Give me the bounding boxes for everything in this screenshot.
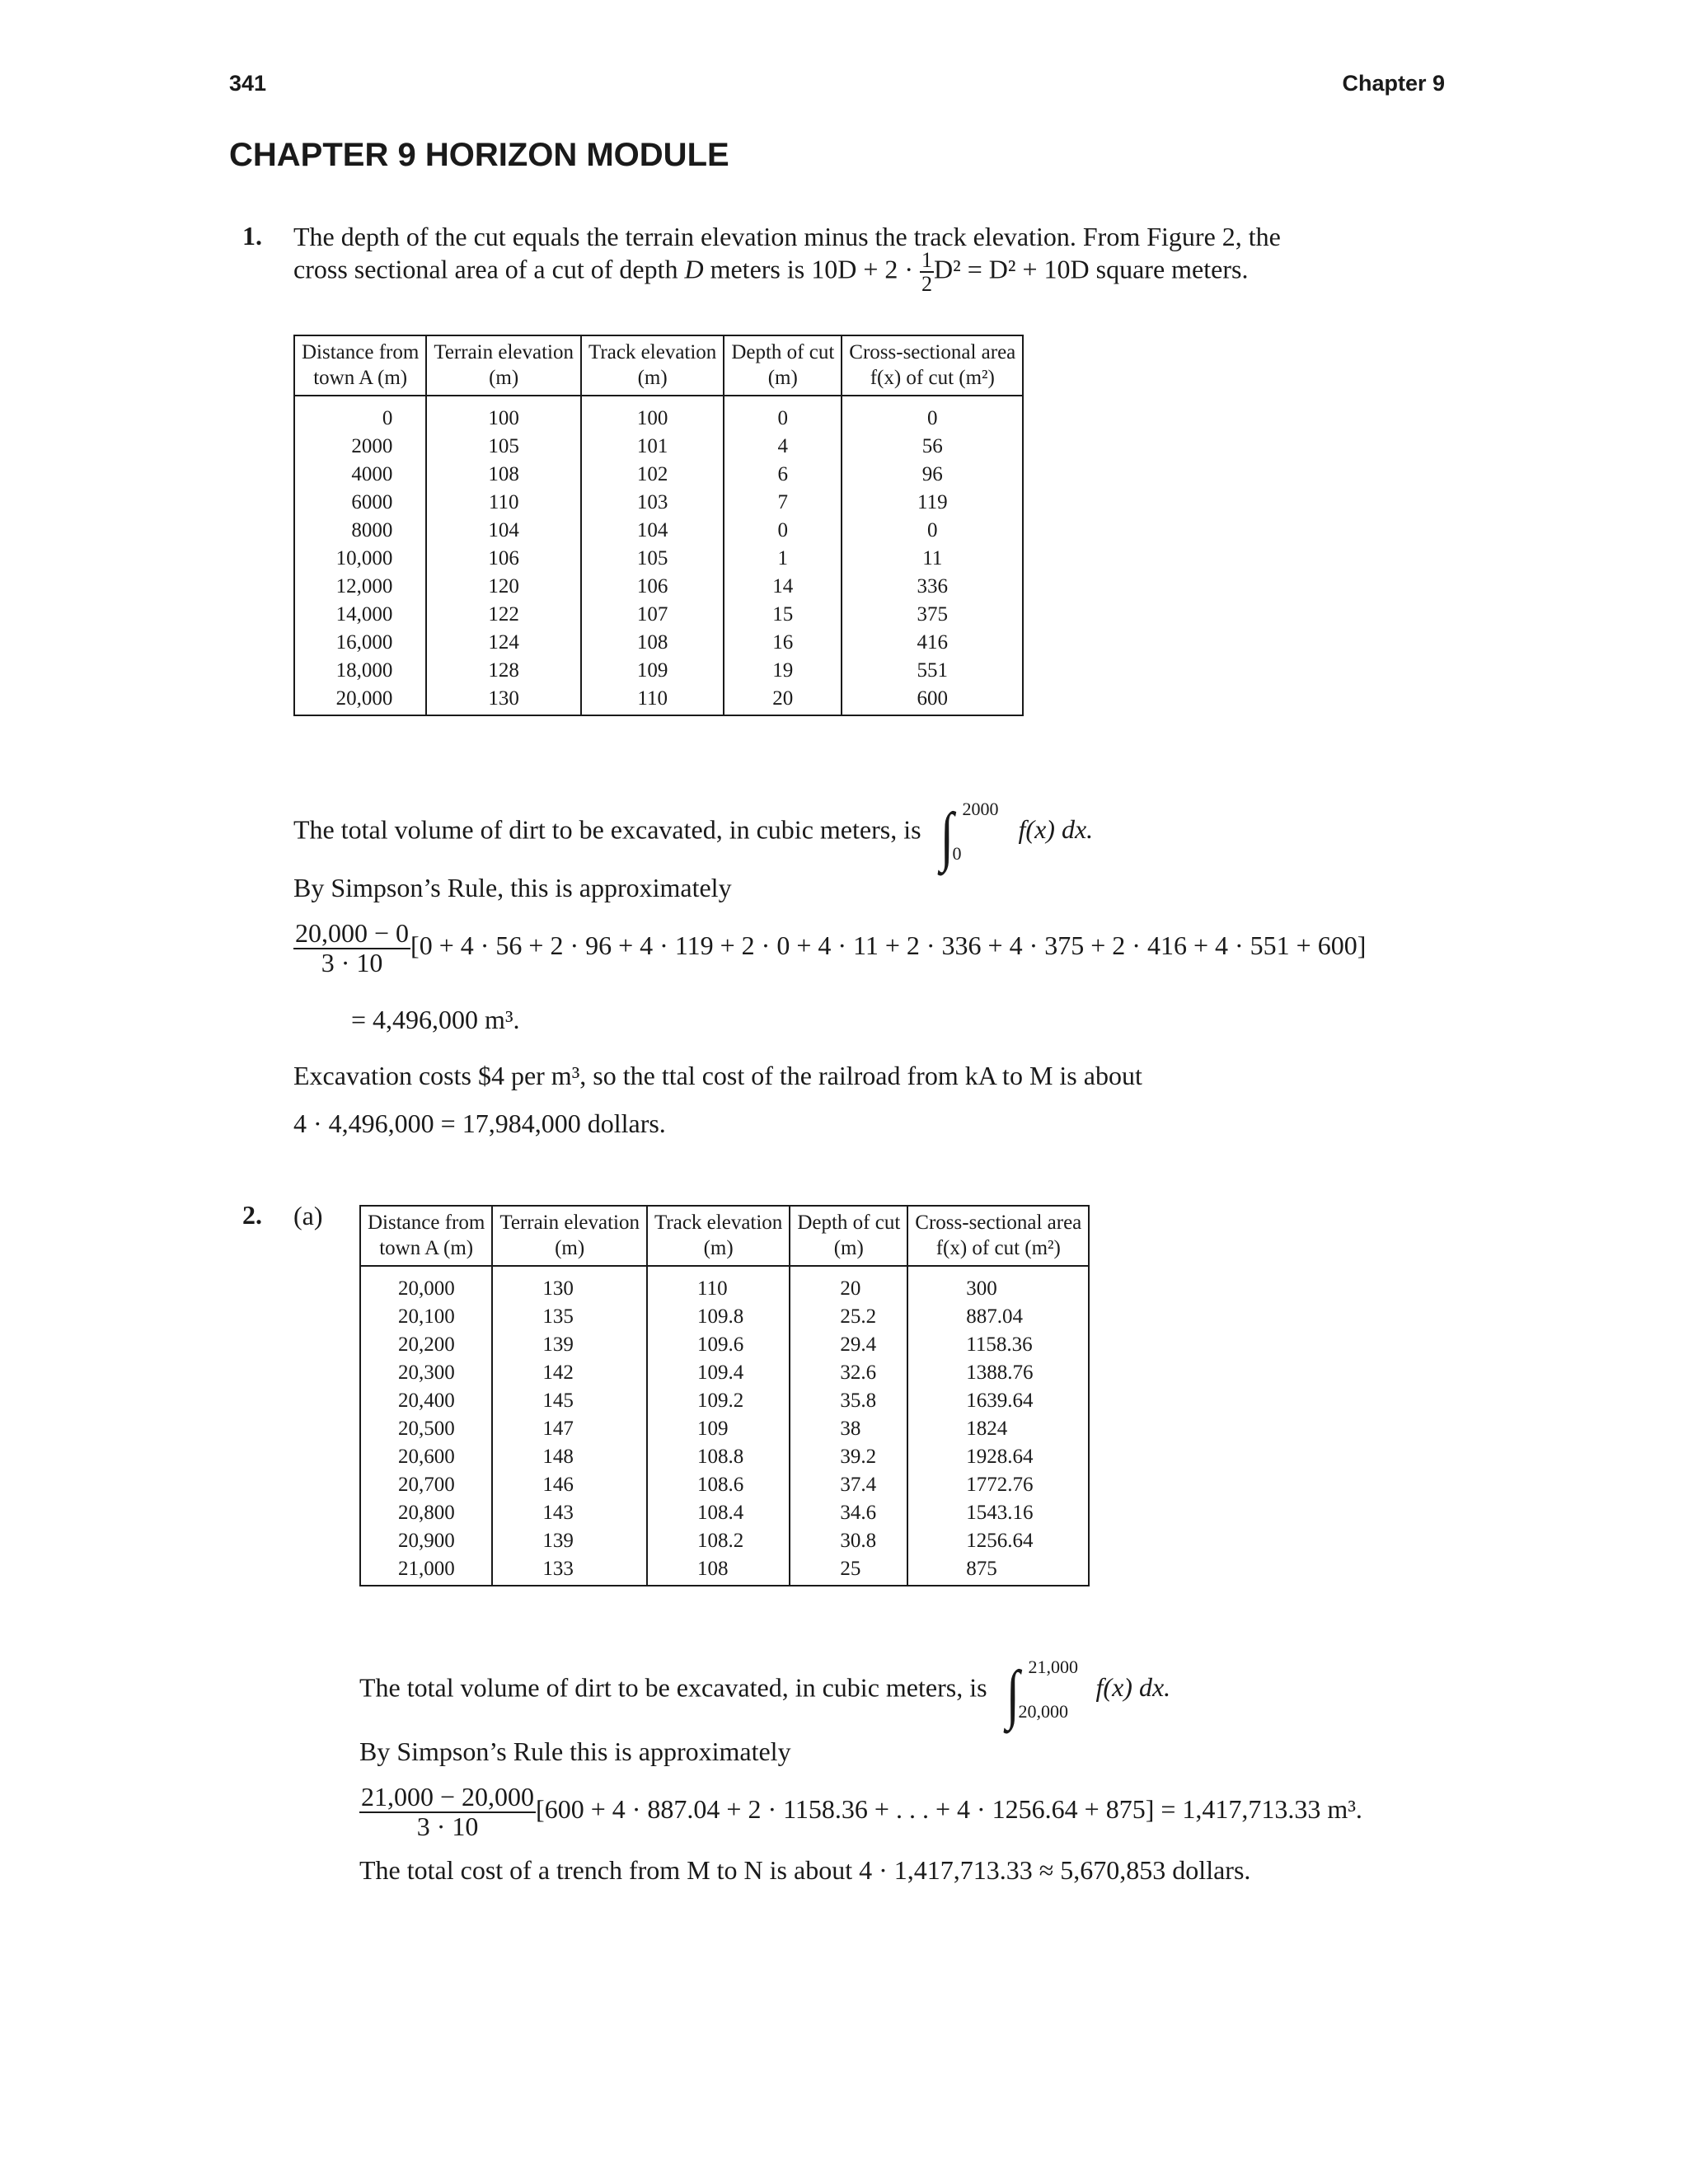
table-cell: 21,000 [360, 1555, 492, 1586]
half-fraction [920, 249, 934, 296]
fraction-denominator: 3 · 10 [321, 947, 383, 977]
line2-c: D + 2 · [837, 254, 921, 284]
table-cell: 336 [842, 573, 1023, 601]
table-cell: 10,000 [294, 545, 426, 573]
integral-sign-2 [1004, 1657, 1086, 1731]
table-cell: 102 [581, 461, 724, 489]
simpson-sum-2: [600 + 4 · 887.04 + 2 · 1158.36 + . . . + 4 · 1256.64 + 875] = 1,417,713.33 m³. [536, 1793, 1362, 1824]
problem-1-text-line1: The depth of the cut equals the terrain elevation minus the track elevation. From Figure 2, the [293, 222, 1281, 251]
table-2-container [359, 1205, 1090, 1586]
table-cell: 105 [581, 545, 724, 573]
line2-d: D² = D² + 10D square meters. [934, 254, 1249, 284]
table-cell: 109.8 [647, 1303, 790, 1331]
table-header-line: Cross-sectional area [915, 1212, 1082, 1234]
table-row [294, 601, 1023, 629]
table-cell: 35.8 [790, 1387, 907, 1415]
table-header-line: Terrain elevation [499, 1212, 640, 1234]
table-cell: 110 [647, 1266, 790, 1303]
table-cell: 146 [492, 1471, 647, 1499]
line2-a: cross sectional area of a cut of depth [293, 254, 685, 284]
table-cell: 20 [724, 685, 842, 715]
simpson-result-1: = 4,496,000 m³. [351, 1005, 520, 1034]
table-header-line: (m) [833, 1237, 864, 1260]
table-cell: 124 [426, 629, 581, 657]
table-cell: 104 [581, 517, 724, 545]
table-header-line: Terrain elevation [434, 341, 574, 363]
table-row [360, 1471, 1089, 1499]
table-header-cell [581, 335, 724, 396]
simpson-fraction-1 [293, 920, 410, 977]
table-cell: 1388.76 [907, 1359, 1089, 1387]
table-cell: 34.6 [790, 1499, 907, 1527]
table-cell: 139 [492, 1527, 647, 1555]
table-cell: 108.8 [647, 1443, 790, 1471]
table-cell: 122 [426, 601, 581, 629]
integrand: f(x) dx. [1018, 814, 1094, 845]
table-row [294, 489, 1023, 517]
table-row [294, 573, 1023, 601]
page-number: 341 [229, 71, 267, 96]
table-1 [293, 335, 1024, 716]
problem-1-volume-line [293, 799, 1094, 873]
table-header-row [294, 335, 1023, 396]
table-cell: 145 [492, 1387, 647, 1415]
problem-2-number: 2. [242, 1200, 262, 1230]
table-cell: 1158.36 [907, 1331, 1089, 1359]
simpson-fraction-2 [359, 1783, 536, 1840]
table-cell: 20,000 [360, 1266, 492, 1303]
table-cell: 12,000 [294, 573, 426, 601]
table-cell: 25 [790, 1555, 907, 1586]
table-header-cell [426, 335, 581, 396]
table-cell: 1772.76 [907, 1471, 1089, 1499]
table-row [294, 517, 1023, 545]
table-header-cell [492, 1206, 647, 1266]
problem-1-text-line2 [293, 249, 1248, 296]
table-header-cell [360, 1206, 492, 1266]
volume-text-2: The total volume of dirt to be excavated, in cubic meters, is [359, 1672, 987, 1703]
table-cell: 1928.64 [907, 1443, 1089, 1471]
table-cell: 139 [492, 1331, 647, 1359]
simpson-intro-1: By Simpson’s Rule, this is approximately [293, 873, 732, 902]
table-header-line: f(x) of cut (m²) [935, 1237, 1061, 1260]
table-cell: 19 [724, 657, 842, 685]
table-cell: 142 [492, 1359, 647, 1387]
table-cell: 20,900 [360, 1527, 492, 1555]
table-header-line: (m) [555, 1237, 585, 1260]
integral-symbol-2: ∫ [1006, 1658, 1020, 1731]
table-cell: 128 [426, 657, 581, 685]
problem-2-part-a: (a) [293, 1201, 323, 1230]
table-cell: 1824 [907, 1415, 1089, 1443]
table-cell: 1256.64 [907, 1527, 1089, 1555]
volume-text: The total volume of dirt to be excavated, in cubic meters, is [293, 814, 921, 845]
table-cell: 109.2 [647, 1387, 790, 1415]
table-cell: 300 [907, 1266, 1089, 1303]
problem-1-number: 1. [242, 221, 262, 251]
table-cell: 20,200 [360, 1331, 492, 1359]
cost-line-1: Excavation costs $4 per m³, so the ttal cost of the railroad from kA to M is about [293, 1061, 1142, 1090]
running-header-chapter: Chapter 9 [1342, 71, 1445, 96]
table-row [294, 657, 1023, 685]
table-header-line: (m) [703, 1237, 734, 1260]
table-header-line: Depth of cut [797, 1212, 901, 1234]
table-cell: 143 [492, 1499, 647, 1527]
table-cell: 110 [426, 489, 581, 517]
table-header-line: f(x) of cut (m²) [870, 367, 995, 390]
table-row [360, 1359, 1089, 1387]
table-row [294, 461, 1023, 489]
table-row [360, 1443, 1089, 1471]
line2-b: meters is 10 [703, 254, 838, 284]
table-row [360, 1527, 1089, 1555]
integral-upper-limit: 2000 [962, 799, 999, 819]
table-cell: 107 [581, 601, 724, 629]
table-cell: 0 [294, 396, 426, 433]
table-cell: 104 [426, 517, 581, 545]
fraction-denominator-2: 3 · 10 [416, 1811, 479, 1841]
table-row [360, 1555, 1089, 1586]
half-denominator: 2 [921, 272, 933, 297]
table-cell: 887.04 [907, 1303, 1089, 1331]
table-header-line: (m) [489, 367, 519, 390]
table-header-line: Track elevation [588, 341, 717, 363]
table-cell: 120 [426, 573, 581, 601]
depth-var: D [684, 254, 704, 284]
simpson-formula-1 [293, 920, 1366, 977]
table-cell: 108.2 [647, 1527, 790, 1555]
table-cell: 16,000 [294, 629, 426, 657]
table-cell: 0 [724, 396, 842, 433]
table-cell: 109.6 [647, 1331, 790, 1359]
table-2 [359, 1205, 1090, 1586]
table-cell: 551 [842, 657, 1023, 685]
table-cell: 0 [842, 396, 1023, 433]
table-cell: 38 [790, 1415, 907, 1443]
simpson-sum-1: [0 + 4 · 56 + 2 · 96 + 4 · 119 + 2 · 0 + 4 · 11 + 2 · 336 + 4 · 375 + 2 · 416 + 4 · 551 + 600] [410, 930, 1367, 960]
table-1-container [293, 335, 1024, 716]
table-cell: 1543.16 [907, 1499, 1089, 1527]
integral-lower-limit-2: 20,000 [1018, 1700, 1069, 1722]
table-header-cell [647, 1206, 790, 1266]
table-cell: 100 [581, 396, 724, 433]
table-cell: 875 [907, 1555, 1089, 1586]
table-cell: 108.4 [647, 1499, 790, 1527]
table-cell: 130 [426, 685, 581, 715]
table-header-line: Distance from [368, 1212, 485, 1234]
table-row [360, 1499, 1089, 1527]
table-cell: 2000 [294, 433, 426, 461]
simpson-intro-2: By Simpson’s Rule this is approximately [359, 1736, 791, 1766]
table-row [294, 545, 1023, 573]
table-row [360, 1387, 1089, 1415]
table-cell: 106 [426, 545, 581, 573]
table-header-line: Track elevation [654, 1212, 783, 1234]
table-cell: 109 [647, 1415, 790, 1443]
table-cell: 108 [426, 461, 581, 489]
fraction-numerator-2: 21,000 − 20,000 [361, 1782, 535, 1811]
integral-symbol: ∫ [940, 800, 954, 873]
table-header-line: (m) [637, 367, 668, 390]
table-cell: 133 [492, 1555, 647, 1586]
table-cell: 100 [426, 396, 581, 433]
table-row [360, 1331, 1089, 1359]
table-cell: 0 [724, 517, 842, 545]
table-cell: 6000 [294, 489, 426, 517]
table-cell: 148 [492, 1443, 647, 1471]
integral-sign [938, 799, 999, 873]
table-cell: 20,600 [360, 1443, 492, 1471]
table-cell: 109.4 [647, 1359, 790, 1387]
table-cell: 6 [724, 461, 842, 489]
table-cell: 0 [842, 517, 1023, 545]
table-header-line: Cross-sectional area [849, 341, 1016, 363]
table-cell: 7 [724, 489, 842, 517]
integral-upper-limit-2: 21,000 [1028, 1657, 1079, 1677]
table-cell: 147 [492, 1415, 647, 1443]
table-header-line: town A (m) [313, 367, 408, 390]
table-cell: 108.6 [647, 1471, 790, 1499]
table-cell: 37.4 [790, 1471, 907, 1499]
table-cell: 18,000 [294, 657, 426, 685]
table-header-row [360, 1206, 1089, 1266]
table-cell: 20,700 [360, 1471, 492, 1499]
table-cell: 14,000 [294, 601, 426, 629]
table-cell: 1639.64 [907, 1387, 1089, 1415]
half-numerator: 1 [921, 248, 933, 272]
table-cell: 130 [492, 1266, 647, 1303]
table-row [294, 685, 1023, 715]
table-row [294, 433, 1023, 461]
integrand-2: f(x) dx. [1095, 1672, 1171, 1703]
table-header-cell [907, 1206, 1089, 1266]
integral-lower-limit: 0 [952, 842, 962, 864]
simpson-formula-2 [359, 1783, 1362, 1840]
table-header-cell [294, 335, 426, 396]
table-cell: 20,100 [360, 1303, 492, 1331]
table-cell: 29.4 [790, 1331, 907, 1359]
table-row [294, 629, 1023, 657]
table-cell: 20,300 [360, 1359, 492, 1387]
table-cell: 56 [842, 433, 1023, 461]
table-cell: 11 [842, 545, 1023, 573]
table-row [360, 1266, 1089, 1303]
table-cell: 108 [647, 1555, 790, 1586]
table-cell: 20,800 [360, 1499, 492, 1527]
table-cell: 416 [842, 629, 1023, 657]
table-header-line: (m) [767, 367, 798, 390]
table-cell: 119 [842, 489, 1023, 517]
table-header-line: town A (m) [379, 1237, 474, 1260]
table-cell: 15 [724, 601, 842, 629]
table-cell: 8000 [294, 517, 426, 545]
table-cell: 135 [492, 1303, 647, 1331]
table-cell: 20,400 [360, 1387, 492, 1415]
table-cell: 1 [724, 545, 842, 573]
table-cell: 96 [842, 461, 1023, 489]
table-row [360, 1303, 1089, 1331]
table-cell: 39.2 [790, 1443, 907, 1471]
table-header-cell [790, 1206, 907, 1266]
table-header-cell [724, 335, 842, 396]
table-cell: 105 [426, 433, 581, 461]
table-cell: 110 [581, 685, 724, 715]
table-cell: 101 [581, 433, 724, 461]
table-cell: 103 [581, 489, 724, 517]
table-cell: 32.6 [790, 1359, 907, 1387]
problem-2-volume-line [359, 1657, 1171, 1731]
chapter-title: CHAPTER 9 HORIZON MODULE [229, 137, 729, 173]
table-row [360, 1415, 1089, 1443]
cost-line-2: 4 · 4,496,000 = 17,984,000 dollars. [293, 1108, 666, 1138]
table-header-cell [842, 335, 1023, 396]
table-cell: 14 [724, 573, 842, 601]
table-cell: 375 [842, 601, 1023, 629]
table-cell: 25.2 [790, 1303, 907, 1331]
table-cell: 20,500 [360, 1415, 492, 1443]
table-cell: 30.8 [790, 1527, 907, 1555]
table-header-line: Distance from [302, 341, 420, 363]
table-cell: 106 [581, 573, 724, 601]
table-header-line: Depth of cut [731, 341, 835, 363]
table-cell: 16 [724, 629, 842, 657]
table-cell: 4 [724, 433, 842, 461]
fraction-numerator: 20,000 − 0 [295, 918, 410, 948]
table-row [294, 396, 1023, 433]
table-cell: 109 [581, 657, 724, 685]
table-cell: 20,000 [294, 685, 426, 715]
table-cell: 600 [842, 685, 1023, 715]
table-cell: 108 [581, 629, 724, 657]
table-cell: 20 [790, 1266, 907, 1303]
table-cell: 4000 [294, 461, 426, 489]
cost-line-3: The total cost of a trench from M to N is about 4 · 1,417,713.33 ≈ 5,670,853 dollars. [359, 1855, 1251, 1885]
